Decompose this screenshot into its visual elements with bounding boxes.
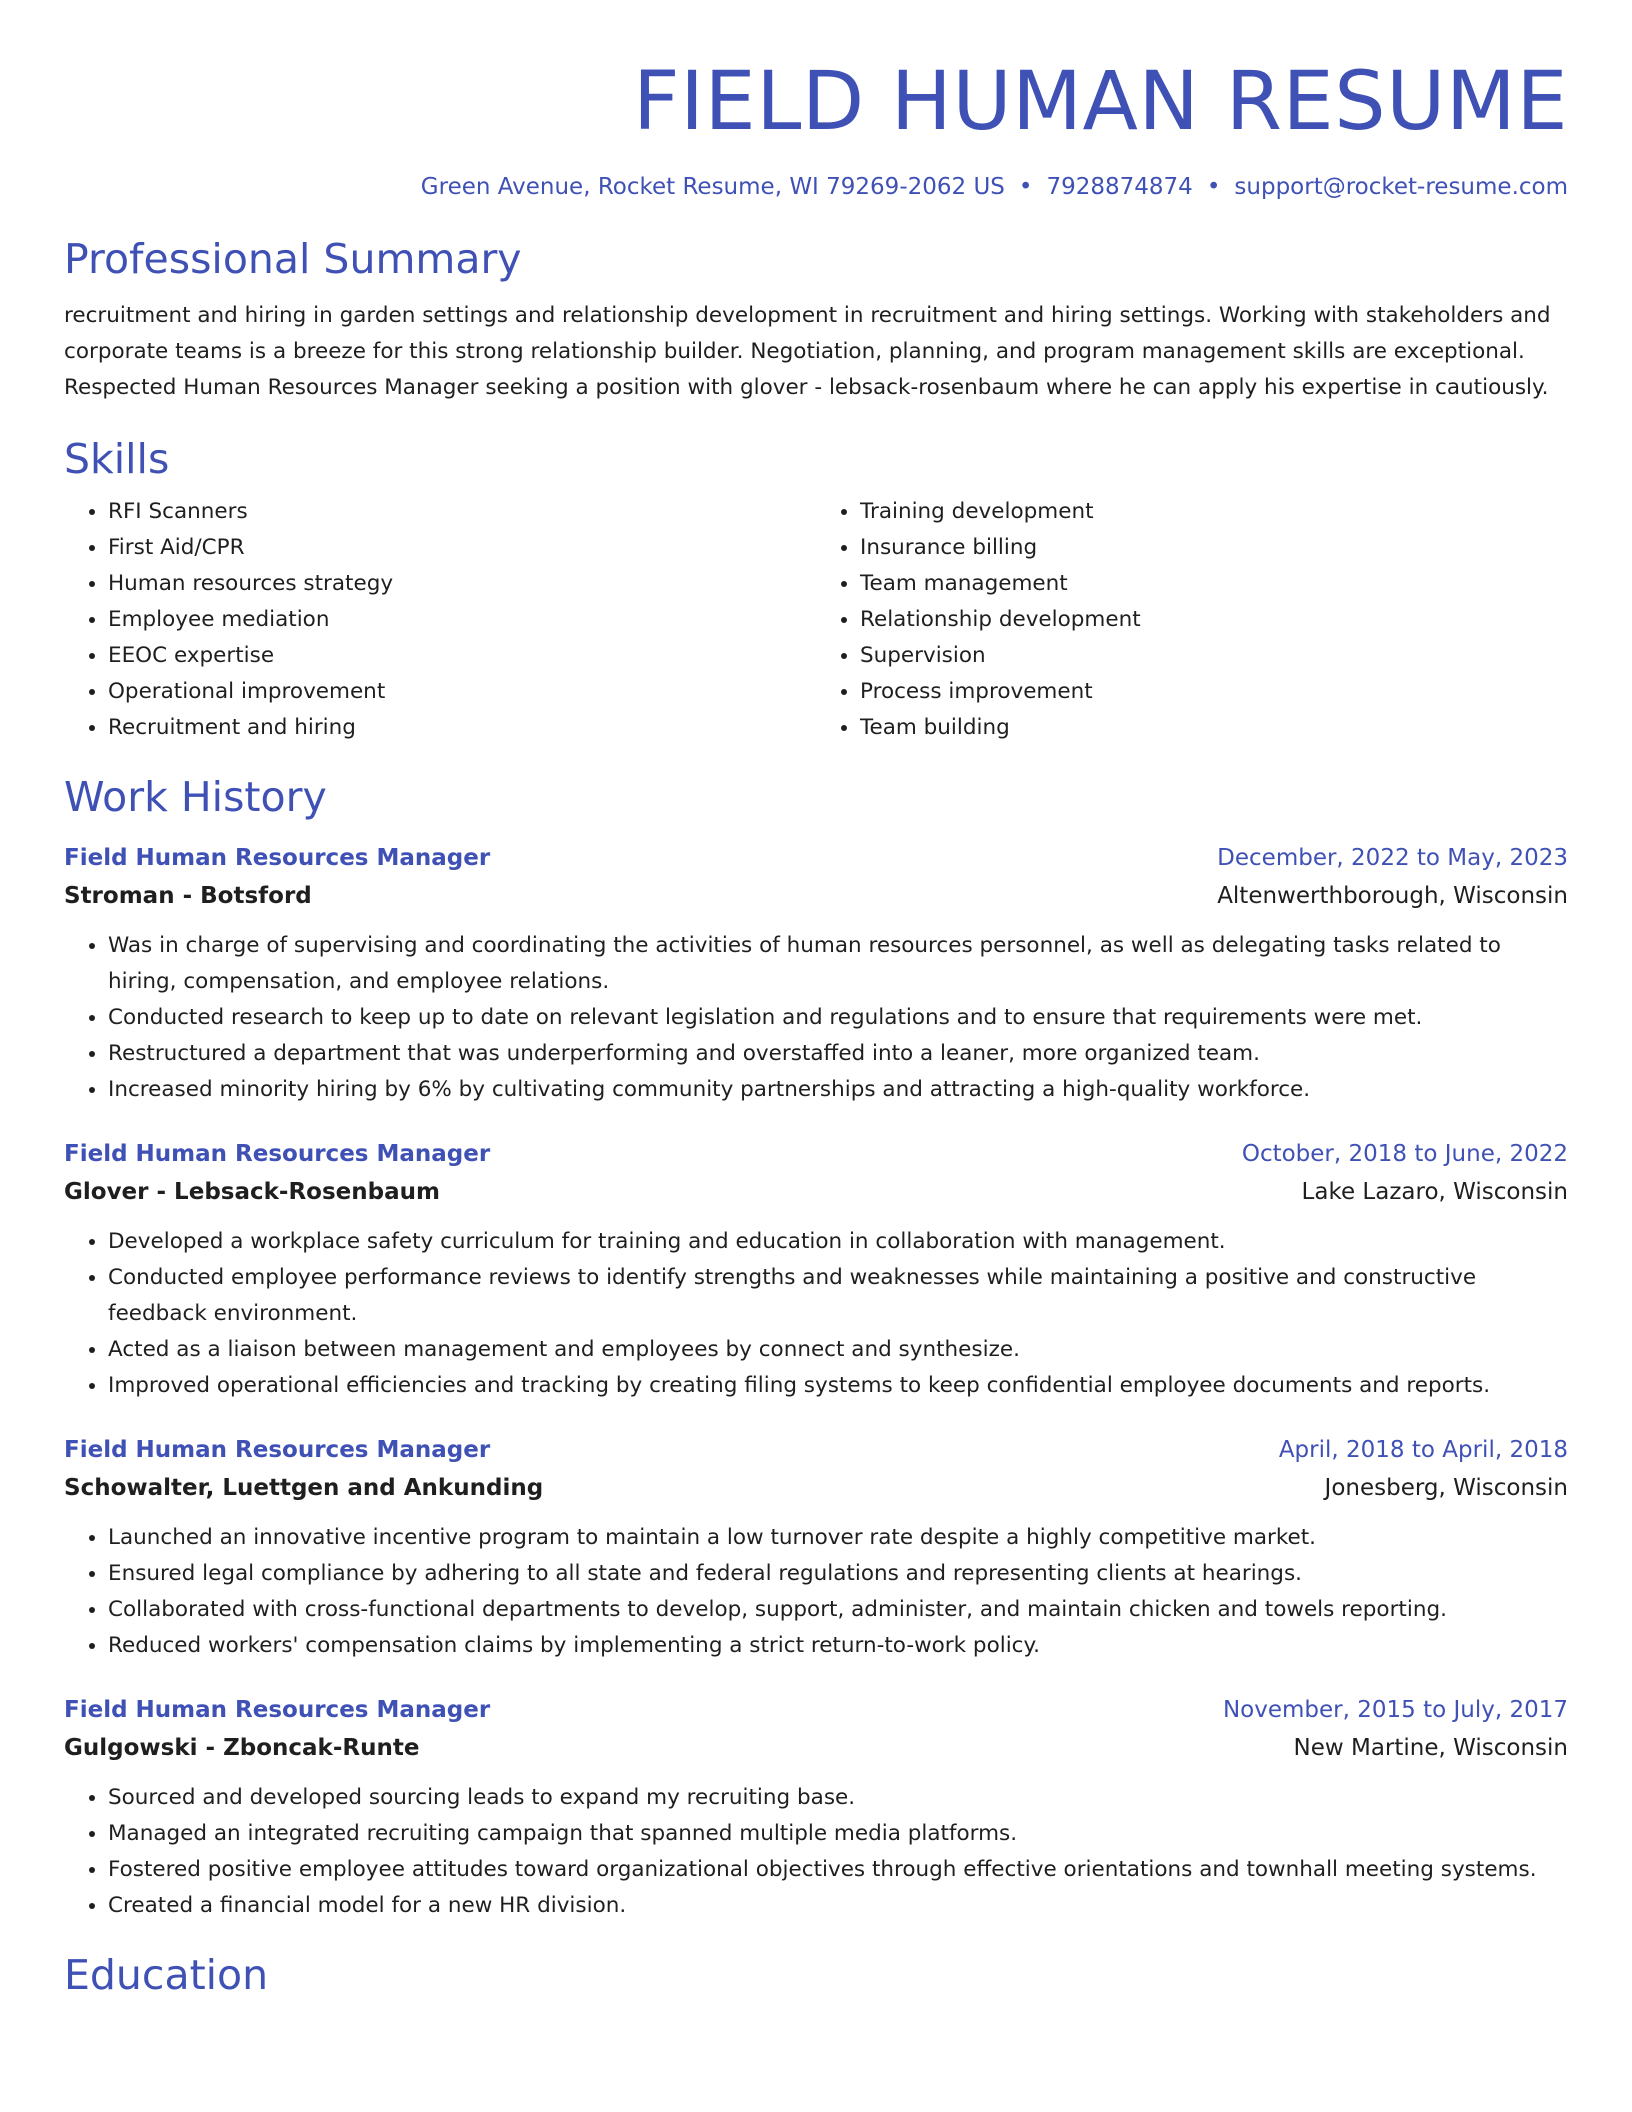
skills-heading: Skills [64,435,170,483]
job-title-row [64,840,1568,876]
skill-item: • Operational improvement [108,674,816,710]
job-title: Field Human Resources Manager [64,1697,491,1723]
job-location: Jonesberg, Wisconsin [1324,1475,1568,1501]
job-bullet: • Ensured legal compliance by adhering to all state and federal regulations and representing clients at hearings. [108,1556,1568,1592]
skills-list-left [64,494,816,746]
job-title: Field Human Resources Manager [64,845,491,871]
job-bullet: • Developed a workplace safety curriculum for training and education in collaboration with management. [108,1224,1568,1260]
resume-header [64,0,1568,202]
education-section [64,1950,1568,2000]
job-entry [64,1692,1568,1924]
skill-item: • Process improvement [860,674,1568,710]
job-bullet: • Increased minority hiring by 6% by cultivating community partnerships and attracting a high-quality workforce. [108,1072,1568,1108]
job-bullet: • Was in charge of supervising and coordinating the activities of human resources personnel, as well as delegating tasks related to hiring, compensation, and employee relations. [108,928,1568,1000]
skill-item: • EEOC expertise [108,638,816,674]
contact-phone[interactable]: 7928874874 [1046,174,1193,200]
contact-line [64,172,1568,202]
skill-item: • Recruitment and hiring [108,710,816,746]
skill-item: • Supervision [860,638,1568,674]
job-bullet: • Acted as a liaison between management and employees by connect and synthesize. [108,1332,1568,1368]
job-company-row [64,1468,1568,1508]
job-bullet: • Created a financial model for a new HR division. [108,1888,1568,1924]
job-bullet: • Launched an innovative incentive program to maintain a low turnover rate despite a highly competitive market. [108,1520,1568,1556]
job-bullet: • Managed an integrated recruiting campaign that spanned multiple media platforms. [108,1816,1568,1852]
skill-item: • Training development [860,494,1568,530]
summary-section [64,234,1568,406]
job-title-row [64,1692,1568,1728]
job-bullet: • Collaborated with cross-functional departments to develop, support, administer, and maintain chicken and towels reporting. [108,1592,1568,1628]
job-title-row [64,1432,1568,1468]
job-bullet: • Fostered positive employee attitudes toward organizational objectives through effective orientations and townhall meeting systems. [108,1852,1568,1888]
skill-item: • RFI Scanners [108,494,816,530]
job-location: New Martine, Wisconsin [1293,1735,1568,1761]
job-entry [64,840,1568,1108]
job-bullet: • Sourced and developed sourcing leads to expand my recruiting base. [108,1780,1568,1816]
job-company: Stroman - Botsford [64,883,312,909]
job-company-row [64,876,1568,916]
skill-item: • Employee mediation [108,602,816,638]
job-company: Gulgowski - Zboncak-Runte [64,1735,420,1761]
job-company-row [64,1728,1568,1768]
work-history-heading: Work History [64,773,327,821]
job-location: Altenwerthborough, Wisconsin [1217,883,1568,909]
skill-item: • First Aid/CPR [108,530,816,566]
job-bullets [64,1520,1568,1664]
job-dates: October, 2018 to June, 2022 [1241,1141,1568,1167]
job-dates: April, 2018 to April, 2018 [1278,1437,1568,1463]
skill-item: • Relationship development [860,602,1568,638]
job-bullet: • Improved operational efficiencies and tracking by creating filing systems to keep confidential employee documents and reports. [108,1368,1568,1404]
job-bullets [64,928,1568,1108]
skills-list-right [816,494,1568,746]
summary-text: recruitment and hiring in garden settings and relationship development in recruitment and hiring settings. Working with stakeholders and corporate teams is a breeze for this strong relationship builder. Negotiation, planning, and program management skills are exceptional. Respected Human Resources Manager seeking a position with glover - lebsack-rosenbaum where he can apply his expertise in cautiously. [64,303,1551,400]
summary-heading: Professional Summary [64,235,522,283]
skill-item: • Team management [860,566,1568,602]
contact-email[interactable]: support@rocket-resume.com [1234,174,1568,200]
job-location: Lake Lazaro, Wisconsin [1301,1179,1568,1205]
job-bullets [64,1224,1568,1404]
skills-section [64,434,1568,746]
job-bullet: • Conducted research to keep up to date on relevant legislation and regulations and to ensure that requirements were met. [108,1000,1568,1036]
skill-item: • Human resources strategy [108,566,816,602]
work-history-section [64,772,1568,1924]
job-bullets [64,1780,1568,1924]
job-company: Glover - Lebsack-Rosenbaum [64,1179,440,1205]
education-heading: Education [64,1951,269,1999]
skill-item: • Team building [860,710,1568,746]
job-title: Field Human Resources Manager [64,1437,491,1463]
contact-separator: • [1018,174,1033,200]
job-dates: December, 2022 to May, 2023 [1217,845,1568,871]
skill-item: • Insurance billing [860,530,1568,566]
job-bullet: • Restructured a department that was underperforming and overstaffed into a leaner, more organized team. [108,1036,1568,1072]
job-entry [64,1432,1568,1664]
resume-name: FIELD HUMAN RESUME [633,55,1568,149]
job-bullet: • Conducted employee performance reviews to identify strengths and weaknesses while maintaining a positive and constructive feedback environment. [108,1260,1568,1332]
job-entry [64,1136,1568,1404]
job-bullet: • Reduced workers' compensation claims by implementing a strict return-to-work policy. [108,1628,1568,1664]
job-company: Schowalter, Luettgen and Ankunding [64,1475,544,1501]
skills-columns [64,494,1568,746]
job-dates: November, 2015 to July, 2017 [1222,1697,1568,1723]
job-title-row [64,1136,1568,1172]
job-title: Field Human Resources Manager [64,1141,491,1167]
contact-address: Green Avenue, Rocket Resume, WI 79269-2062 US [420,174,1005,200]
job-company-row [64,1172,1568,1212]
contact-separator: • [1206,174,1221,200]
